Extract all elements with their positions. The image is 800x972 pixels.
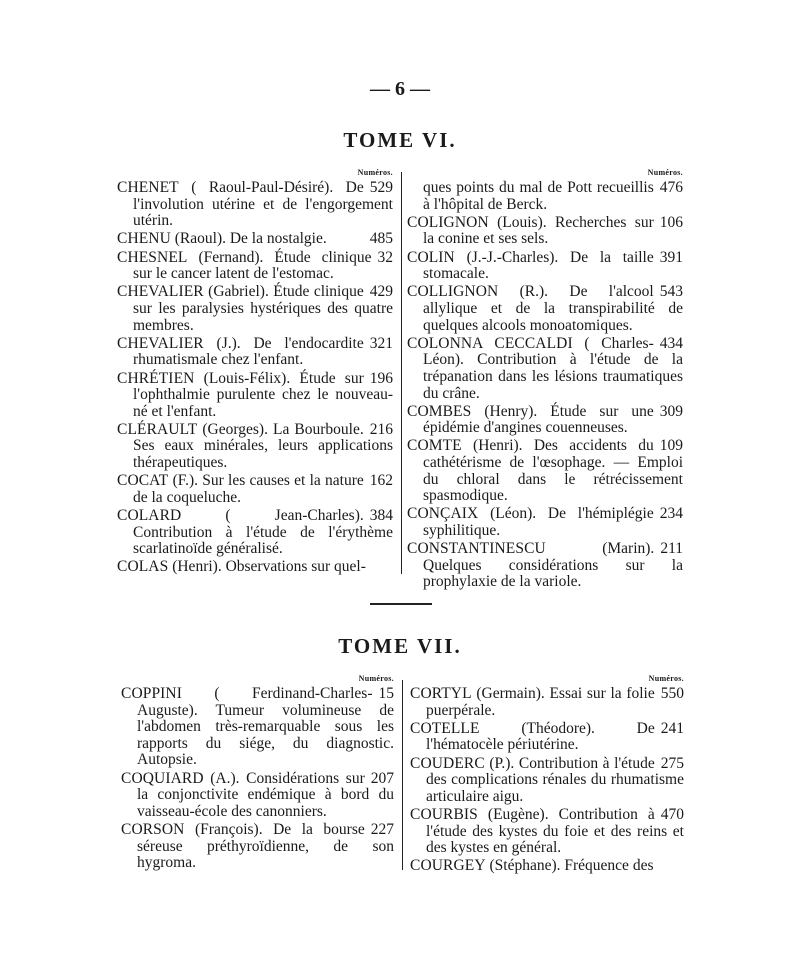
entry-number: 162: [369, 472, 393, 490]
entry-number: 321: [369, 334, 393, 352]
author-name: COURGEY: [410, 857, 486, 875]
entry-text: (F.). Sur les causes et la nature de la coqueluche.: [133, 472, 364, 506]
thesis-entry: [410, 756, 684, 806]
entry-text: (Fernand). Étude clinique sur le cancer latent de l'estomac.: [133, 248, 372, 283]
entry-number: 550: [660, 685, 684, 702]
thesis-entry: [407, 215, 683, 248]
thesis-entry: [121, 686, 394, 769]
author-name: CHEVALIER: [117, 334, 204, 352]
author-name: CORSON: [121, 820, 185, 838]
entry-number: 434: [659, 334, 683, 352]
tome-6-title: TOME VI.: [343, 128, 457, 152]
entry-text: (Raoul). De la nostalgie.: [170, 230, 327, 248]
thesis-entry: [407, 506, 683, 539]
tome-7-title: TOME VII.: [338, 634, 462, 658]
thesis-entry: [121, 822, 394, 872]
entry-text: (A.). Considérations sur la conjonctivite endémique à bord du vaisseau-école des canonniers.: [137, 769, 394, 820]
author-name: CONÇAIX: [407, 505, 479, 523]
author-name: COQUIARD: [121, 769, 204, 787]
thesis-entry: [410, 686, 684, 719]
entry-text: ( Ferdinand-Charles-Auguste). Tumeur volumineuse de l'abdomen très-remarquable sous les rapports du siége, du diagnostic. Autopsie.: [137, 685, 394, 769]
entry-number: 275: [660, 754, 684, 772]
tome-6-left-column: [117, 168, 393, 578]
thesis-entry: [407, 404, 683, 437]
author-name: COMBES: [407, 402, 472, 420]
thesis-entry: [407, 541, 683, 591]
entry-text: (Gabriel). Étude clinique sur les paralysies hystériques des quatre membres.: [133, 283, 393, 334]
entry-number: 529: [369, 179, 393, 196]
entry-number: 196: [369, 369, 393, 387]
entry-text: (Georges). La Bourboule. Ses eaux minérales, leurs applications thérapeutiques.: [133, 420, 393, 472]
numeros-header: Numéros.: [648, 674, 684, 683]
thesis-entry: [117, 180, 393, 230]
author-name: CLÉRAULT: [117, 420, 198, 438]
entry-text: (Louis-Félix). Étude sur l'ophthalmie purulente chez le nouveau-né et l'enfant.: [133, 369, 393, 420]
entry-text: ( Jean-Charles). Contribution à l'étude de l'érythème scarlatinoïde généralisé.: [133, 507, 393, 558]
column-divider: [401, 172, 402, 574]
author-name: COURBIS: [410, 805, 478, 823]
entry-text: ques points du mal de Pott recueillis à l'hôpital de Berck.: [423, 179, 654, 213]
thesis-entry: [410, 858, 684, 875]
numeros-header: Numéros.: [647, 168, 683, 177]
author-name: COLAS: [117, 558, 169, 576]
author-name: COLIGNON: [407, 213, 489, 231]
thesis-entry: [410, 721, 684, 754]
entry-text: (Germain). Essai sur la folie puerpérale.: [426, 685, 655, 719]
thesis-entry: [407, 438, 683, 504]
thesis-entry: [117, 508, 393, 558]
entry-number: 391: [659, 248, 683, 266]
author-name: CHENU: [117, 230, 171, 248]
entry-text: (Henri). Des accidents du cathétérisme de l'œsophage. — Emploi du chloral dans le rétrécissement spasmodique.: [423, 437, 683, 505]
entry-number: 234: [659, 505, 683, 523]
thesis-entry: [407, 284, 683, 334]
author-name: COMTE: [407, 437, 462, 455]
author-name: CHENET: [117, 179, 179, 196]
entry-text: ( Charles-Léon). Contribution à l'étude de la trépanation dans les lésions traumatiques du crâne.: [423, 334, 683, 402]
author-name: COLARD: [117, 507, 182, 525]
thesis-entry: [117, 371, 393, 421]
entry-text: (Marin). Quelques considérations sur la prophylaxie de la variole.: [423, 540, 683, 591]
entry-number: 32: [377, 248, 393, 266]
thesis-entry: [117, 422, 393, 472]
author-name: COLIN: [407, 248, 455, 266]
entry-text: (Louis). Recherches sur la conine et ses sels.: [423, 213, 654, 248]
thesis-entry: [117, 231, 393, 248]
section-divider: [370, 603, 432, 605]
thesis-entry: [117, 284, 393, 334]
author-name: COPPINI: [121, 685, 182, 702]
entry-number: 106: [659, 213, 683, 231]
entry-number: 211: [660, 540, 683, 558]
entry-number: 109: [659, 437, 683, 455]
entry-number: 309: [659, 402, 683, 420]
entry-text: (P.). Contribution à l'étude des complications rénales du rhumatisme articulaire aigu.: [426, 754, 684, 805]
entry-number: 241: [660, 719, 684, 737]
author-name: COTELLE: [410, 719, 480, 737]
entry-number: 476: [659, 179, 683, 196]
thesis-entry: [117, 559, 393, 576]
thesis-entry: [121, 771, 394, 821]
entry-number: 470: [660, 805, 684, 823]
author-name: CHRÉTIEN: [117, 369, 195, 387]
entry-number: 15: [378, 685, 394, 702]
entry-number: 207: [370, 769, 394, 787]
entry-number: 216: [369, 420, 393, 438]
author-name: CONSTANTINESCU: [407, 540, 546, 558]
page-number: — 6 —: [370, 78, 430, 100]
entry-text: ( Raoul-Paul-Désiré). De l'involution utérine et de l'engorgement utérin.: [133, 179, 393, 230]
entry-text: (Henry). Étude sur une épidémie d'angines couenneuses.: [423, 402, 654, 437]
entry-text: (Léon). De l'hémiplégie syphilitique.: [423, 505, 654, 540]
tome-6-right-column: [407, 168, 683, 593]
numeros-header: Numéros.: [358, 674, 394, 683]
numeros-header: Numéros.: [357, 168, 393, 177]
author-name: CORTYL: [410, 685, 472, 702]
entry-text: (Théodore). De l'hématocèle périutérine.: [426, 719, 655, 754]
entry-number: 384: [369, 507, 393, 525]
entry-number: 543: [659, 283, 683, 301]
thesis-entry: [410, 807, 684, 857]
entry-number: 227: [370, 820, 394, 838]
thesis-entry: [117, 336, 393, 369]
entry-text: (R.). De l'alcool allylique et de la transpirabilité de quelques alcools monoatomiques.: [423, 283, 683, 334]
thesis-entry: [117, 250, 393, 283]
thesis-entry: [407, 250, 683, 283]
entry-number: 485: [369, 230, 393, 248]
entry-number: 429: [369, 283, 393, 301]
entry-text: (Henri). Observations sur quel-: [168, 558, 366, 576]
thesis-entry: [407, 336, 683, 402]
entry-text: (J.-J.-Charles). De la taille stomacale.: [423, 248, 654, 283]
author-name: COUDERC: [410, 754, 485, 772]
tome-7-left-column: [121, 674, 394, 873]
author-name: COLONNA CECCALDI: [407, 334, 573, 352]
entry-text: (J.). De l'endocardite rhumatismale chez l'enfant.: [133, 334, 364, 369]
author-name: COCAT: [117, 472, 169, 490]
entry-text: (Stéphane). Fréquence des: [485, 857, 654, 875]
column-divider: [402, 680, 403, 870]
author-name: CHEVALIER: [117, 283, 204, 301]
entry-text: (François). De la bourse séreuse préthyroïdienne, de son hygroma.: [137, 820, 394, 872]
entry-text: (Eugène). Contribution à l'étude des kystes du foie et des reins et des kystes en général.: [426, 805, 684, 857]
author-name: CHESNEL: [117, 248, 188, 266]
tome-7-right-column: [410, 674, 684, 877]
thesis-entry: [117, 473, 393, 506]
author-name: COLLIGNON: [407, 283, 499, 301]
thesis-entry: [407, 180, 683, 213]
